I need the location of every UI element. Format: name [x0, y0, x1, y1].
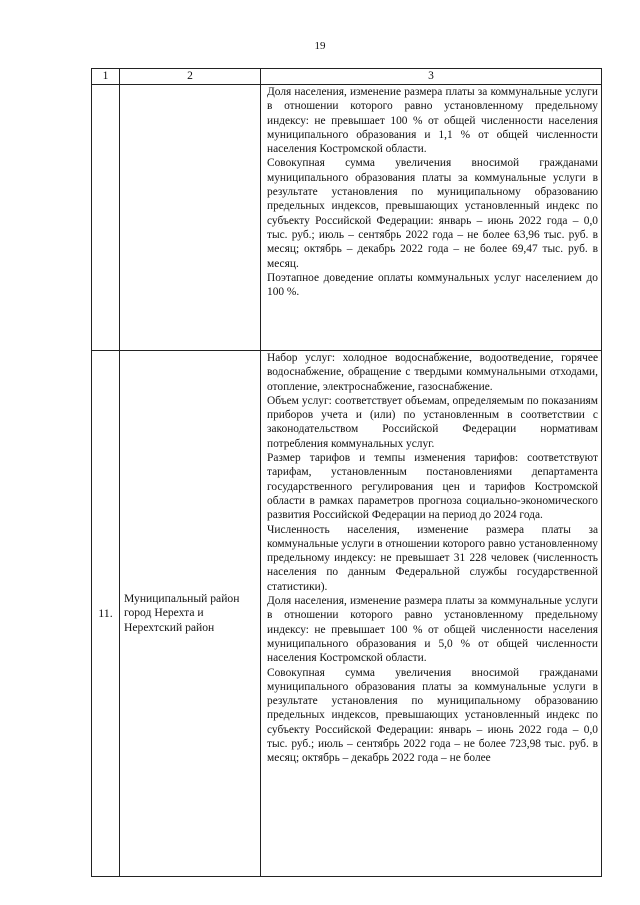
row-number-cell — [92, 85, 120, 351]
paragraph: Размер тарифов и темпы изменения тарифов: соответствуют тарифам, установленным постановлениями департамента государственного регулирования цен и тарифов Костромской области в рамках параметров прогноза социально-экономического развития Российской Федерации на период до 2024 года. — [267, 452, 598, 522]
header-col-3: 3 — [261, 69, 602, 85]
paragraph: Набор услуг: холодное водоснабжение, водоотведение, горячее водоснабжение, обращение с твердыми коммунальными отходами, отопление, электроснабжение, газоснабжение. — [267, 352, 598, 393]
header-col-1: 1 — [92, 69, 120, 85]
paragraph: Доля населения, изменение размера платы за коммунальные услуги в отношении которого равно установленному предельному индексу: не превышает 100 % от общей численности населения муниципального образования и 1,1 % от общей численности населения Костромской области. — [267, 86, 598, 156]
table-header-row — [92, 69, 602, 85]
paragraph: Поэтапное доведение оплаты коммунальных услуг населением до 100 %. — [267, 271, 598, 299]
paragraph: Доля населения, изменение размера платы за коммунальные услуги в отношении которого равно установленному предельному индексу: не превышает 100 % от общей численности населения муниципального образования и 5,0 % от общей численности населения Костромской области. — [267, 595, 598, 665]
header-col-2: 2 — [120, 69, 261, 85]
page-number: 19 — [314, 40, 326, 52]
municipality-cell: Муниципальный район город Нерехта и Нерехтский район — [120, 351, 261, 877]
paragraph: Объем услуг: соответствует объемам, определяемым по показаниям приборов учета и (или) по установленным в соответствии с законодательством Российской Федерации нормативам потребления коммунальных услуг. — [267, 394, 598, 450]
indicators-cell — [261, 85, 602, 351]
paragraph: Совокупная сумма увеличения вносимой гражданами муниципального образования платы за коммунальные услуги в результате установления по муниципальному образованию предельных индексов, превышающих установленный индекс по субъекту Российской Федерации: январь – июнь 2022 года – 0,0 тыс. руб.; июль – сентябрь 2022 года – не более 723,98 тыс. руб. в месяц; октябрь – декабрь 2022 года – не более — [267, 666, 598, 765]
document-table — [91, 68, 602, 877]
row-number-cell: 11. — [92, 351, 120, 877]
indicators-cell — [261, 351, 602, 877]
table-row — [92, 85, 602, 351]
table-row — [92, 351, 602, 877]
paragraph: Совокупная сумма увеличения вносимой гражданами муниципального образования платы за коммунальные услуги в результате установления по муниципальному образованию предельных индексов, превышающих установленный индекс по субъекту Российской Федерации: январь – июнь 2022 года – 0,0 тыс. руб.; июль – сентябрь 2022 года – не более 63,96 тыс. руб. в месяц; октябрь – декабрь 2022 года – не более 69,47 тыс. руб. в месяц. — [267, 157, 598, 270]
municipality-cell — [120, 85, 261, 351]
paragraph: Численность населения, изменение размера платы за коммунальные услуги в отношении которого равно установленному предельному индексу: не превышает 31 228 человек (численность населения по данным Федеральной службы государственной статистики). — [267, 523, 598, 593]
